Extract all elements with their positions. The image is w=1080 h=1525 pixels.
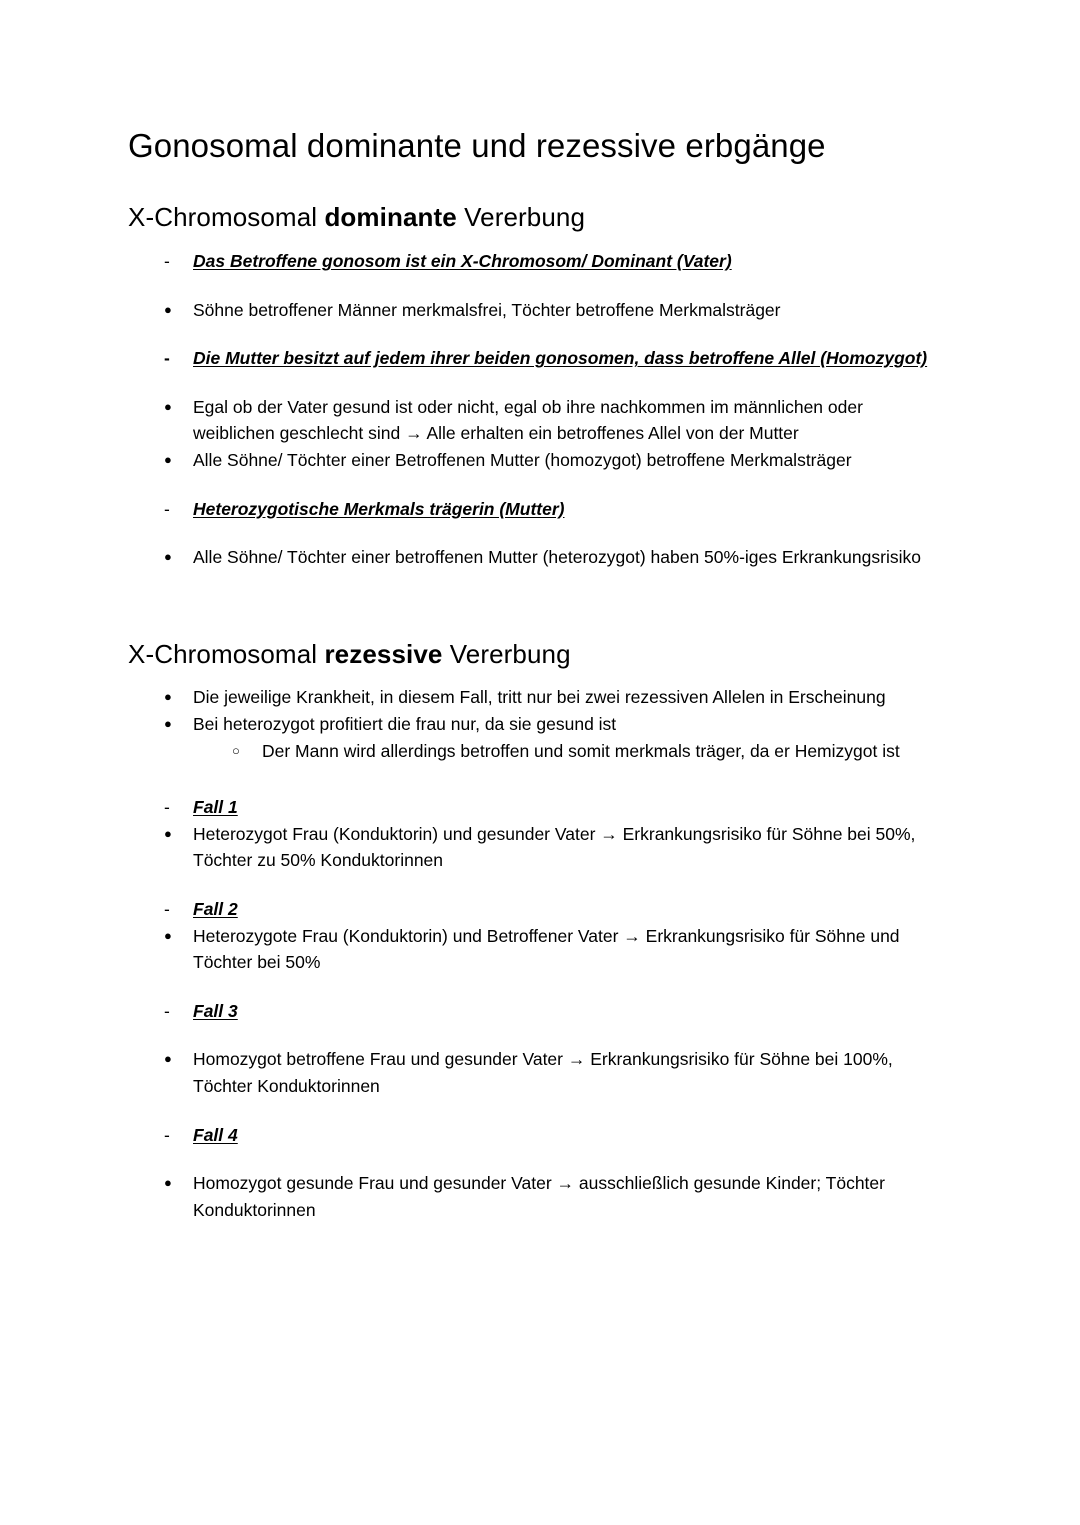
spacer: [128, 1148, 944, 1170]
list-item-label: Fall 1: [193, 797, 238, 818]
list-item: [128, 544, 944, 571]
bullet-marker-icon: ●: [164, 716, 172, 732]
spacer: [128, 1100, 944, 1122]
list-item-label: Bei heterozygot profitiert die frau nur, da sie gesund ist: [193, 714, 617, 735]
list-item-label: Homozygot betroffene Frau und gesunder Vater → Erkrankungsrisiko für Söhne bei 100%, Töchter Konduktorinnen: [193, 1049, 893, 1096]
spacer: [128, 764, 944, 794]
bullet-marker-icon: ●: [164, 825, 172, 841]
spacer: [128, 976, 944, 998]
list-item-label: Der Mann wird allerdings betroffen und somit merkmals träger, da er Hemizygot ist: [262, 740, 900, 761]
heading-emphasis: rezessive: [324, 638, 443, 669]
list-item-label: Heterozygot Frau (Konduktorin) und gesunder Vater → Erkrankungsrisiko für Söhne bei 50%, Töchter zu 50% Konduktorinnen: [193, 823, 916, 871]
bullet-marker-icon: ●: [164, 549, 172, 565]
list-item: [128, 794, 944, 821]
heading-suffix: Vererbung: [442, 638, 571, 669]
list-item-label: Fall 4: [193, 1124, 238, 1145]
section-heading-rezessive: [128, 571, 944, 671]
bullet-marker-icon: ●: [164, 301, 172, 317]
list-item-label: Alle Söhne/ Töchter einer Betroffenen Mutter (homozygot) betroffene Merkmalsträger: [193, 449, 852, 470]
spacer: [128, 323, 944, 345]
dash-marker-icon: -: [164, 348, 170, 369]
list-item-label: Fall 2: [193, 899, 238, 919]
list-item: [128, 345, 944, 372]
bullet-marker-icon: ●: [164, 689, 172, 705]
list-item-label: Alle Söhne/ Töchter einer betroffenen Mutter (heterozygot) haben 50%-iges Erkrankungsrisiko: [193, 547, 921, 568]
heading-prefix: X-Chromosomal: [128, 202, 325, 233]
list-item: [128, 896, 944, 923]
heading-prefix: X-Chromosomal: [128, 638, 325, 669]
list-item-label: Das Betroffene gonosom ist ein X-Chromosom/ Dominant (Vater): [193, 250, 732, 271]
dash-marker-icon: -: [164, 498, 170, 519]
list-item: [128, 684, 944, 711]
list-item: [128, 1170, 944, 1223]
list-dominante: [128, 248, 944, 571]
heading-suffix: Vererbung: [456, 202, 586, 233]
bullet-marker-icon: ●: [164, 398, 172, 414]
list-item: [128, 923, 944, 976]
spacer: [128, 874, 944, 896]
list-item-label: Heterozygote Frau (Konduktorin) und Betroffener Vater → Erkrankungsrisiko für Söhne und Töchter bei 50%: [193, 925, 900, 973]
list-item: [128, 1046, 944, 1099]
spacer: [128, 372, 944, 394]
list-item-label: Die Mutter besitzt auf jedem ihrer beiden gonosomen, dass betroffene Allel (Homozygot): [193, 348, 928, 369]
list-item: [128, 738, 944, 765]
spacer: [128, 474, 944, 496]
bullet-marker-icon: ●: [164, 1175, 172, 1191]
dash-marker-icon: -: [164, 797, 170, 818]
bullet-marker-icon: ●: [164, 927, 172, 943]
list-item: [128, 711, 944, 738]
circle-marker-icon: ○: [232, 742, 240, 758]
list-item-label: Söhne betroffener Männer merkmalsfrei, Töchter betroffene Merkmalsträger: [193, 299, 781, 320]
list-item-label: Heterozygotische Merkmals trägerin (Mutter): [193, 498, 565, 519]
section-heading-dominante: [128, 166, 944, 234]
list-item: [128, 297, 944, 324]
list-item-label: Fall 3: [193, 1000, 238, 1021]
bullet-marker-icon: ●: [164, 451, 172, 467]
dash-marker-icon: -: [164, 1000, 170, 1021]
list-item-label: Egal ob der Vater gesund ist oder nicht, egal ob ihre nachkommen im männlichen oder weiblichen geschlecht sind → Alle erhalten ein betroffenes Allel von der Mutter: [193, 396, 863, 444]
list-item: [128, 496, 944, 523]
dash-marker-icon: -: [164, 250, 170, 271]
list-item: [128, 821, 944, 874]
list-item: [128, 1122, 944, 1149]
list-item-label: Die jeweilige Krankheit, in diesem Fall, tritt nur bei zwei rezessiven Allelen in Erscheinung: [193, 687, 886, 708]
list-item: [128, 248, 944, 275]
dash-marker-icon: -: [164, 1124, 170, 1145]
spacer: [128, 1024, 944, 1046]
spacer: [128, 522, 944, 544]
dash-marker-icon: -: [164, 899, 170, 919]
list-item-label: Homozygot gesunde Frau und gesunder Vater → ausschließlich gesunde Kinder; Töchter Konduktorinnen: [193, 1173, 885, 1220]
page-title: Gonosomal dominante und rezessive erbgänge: [128, 127, 826, 164]
bullet-marker-icon: ●: [164, 1051, 172, 1067]
list-item: [128, 998, 944, 1025]
heading-emphasis: dominante: [324, 202, 457, 233]
spacer: [128, 275, 944, 297]
list-item: [128, 394, 944, 447]
list-rezessive: [128, 684, 944, 1223]
document-content: [128, 0, 944, 1223]
list-item: [128, 447, 944, 474]
